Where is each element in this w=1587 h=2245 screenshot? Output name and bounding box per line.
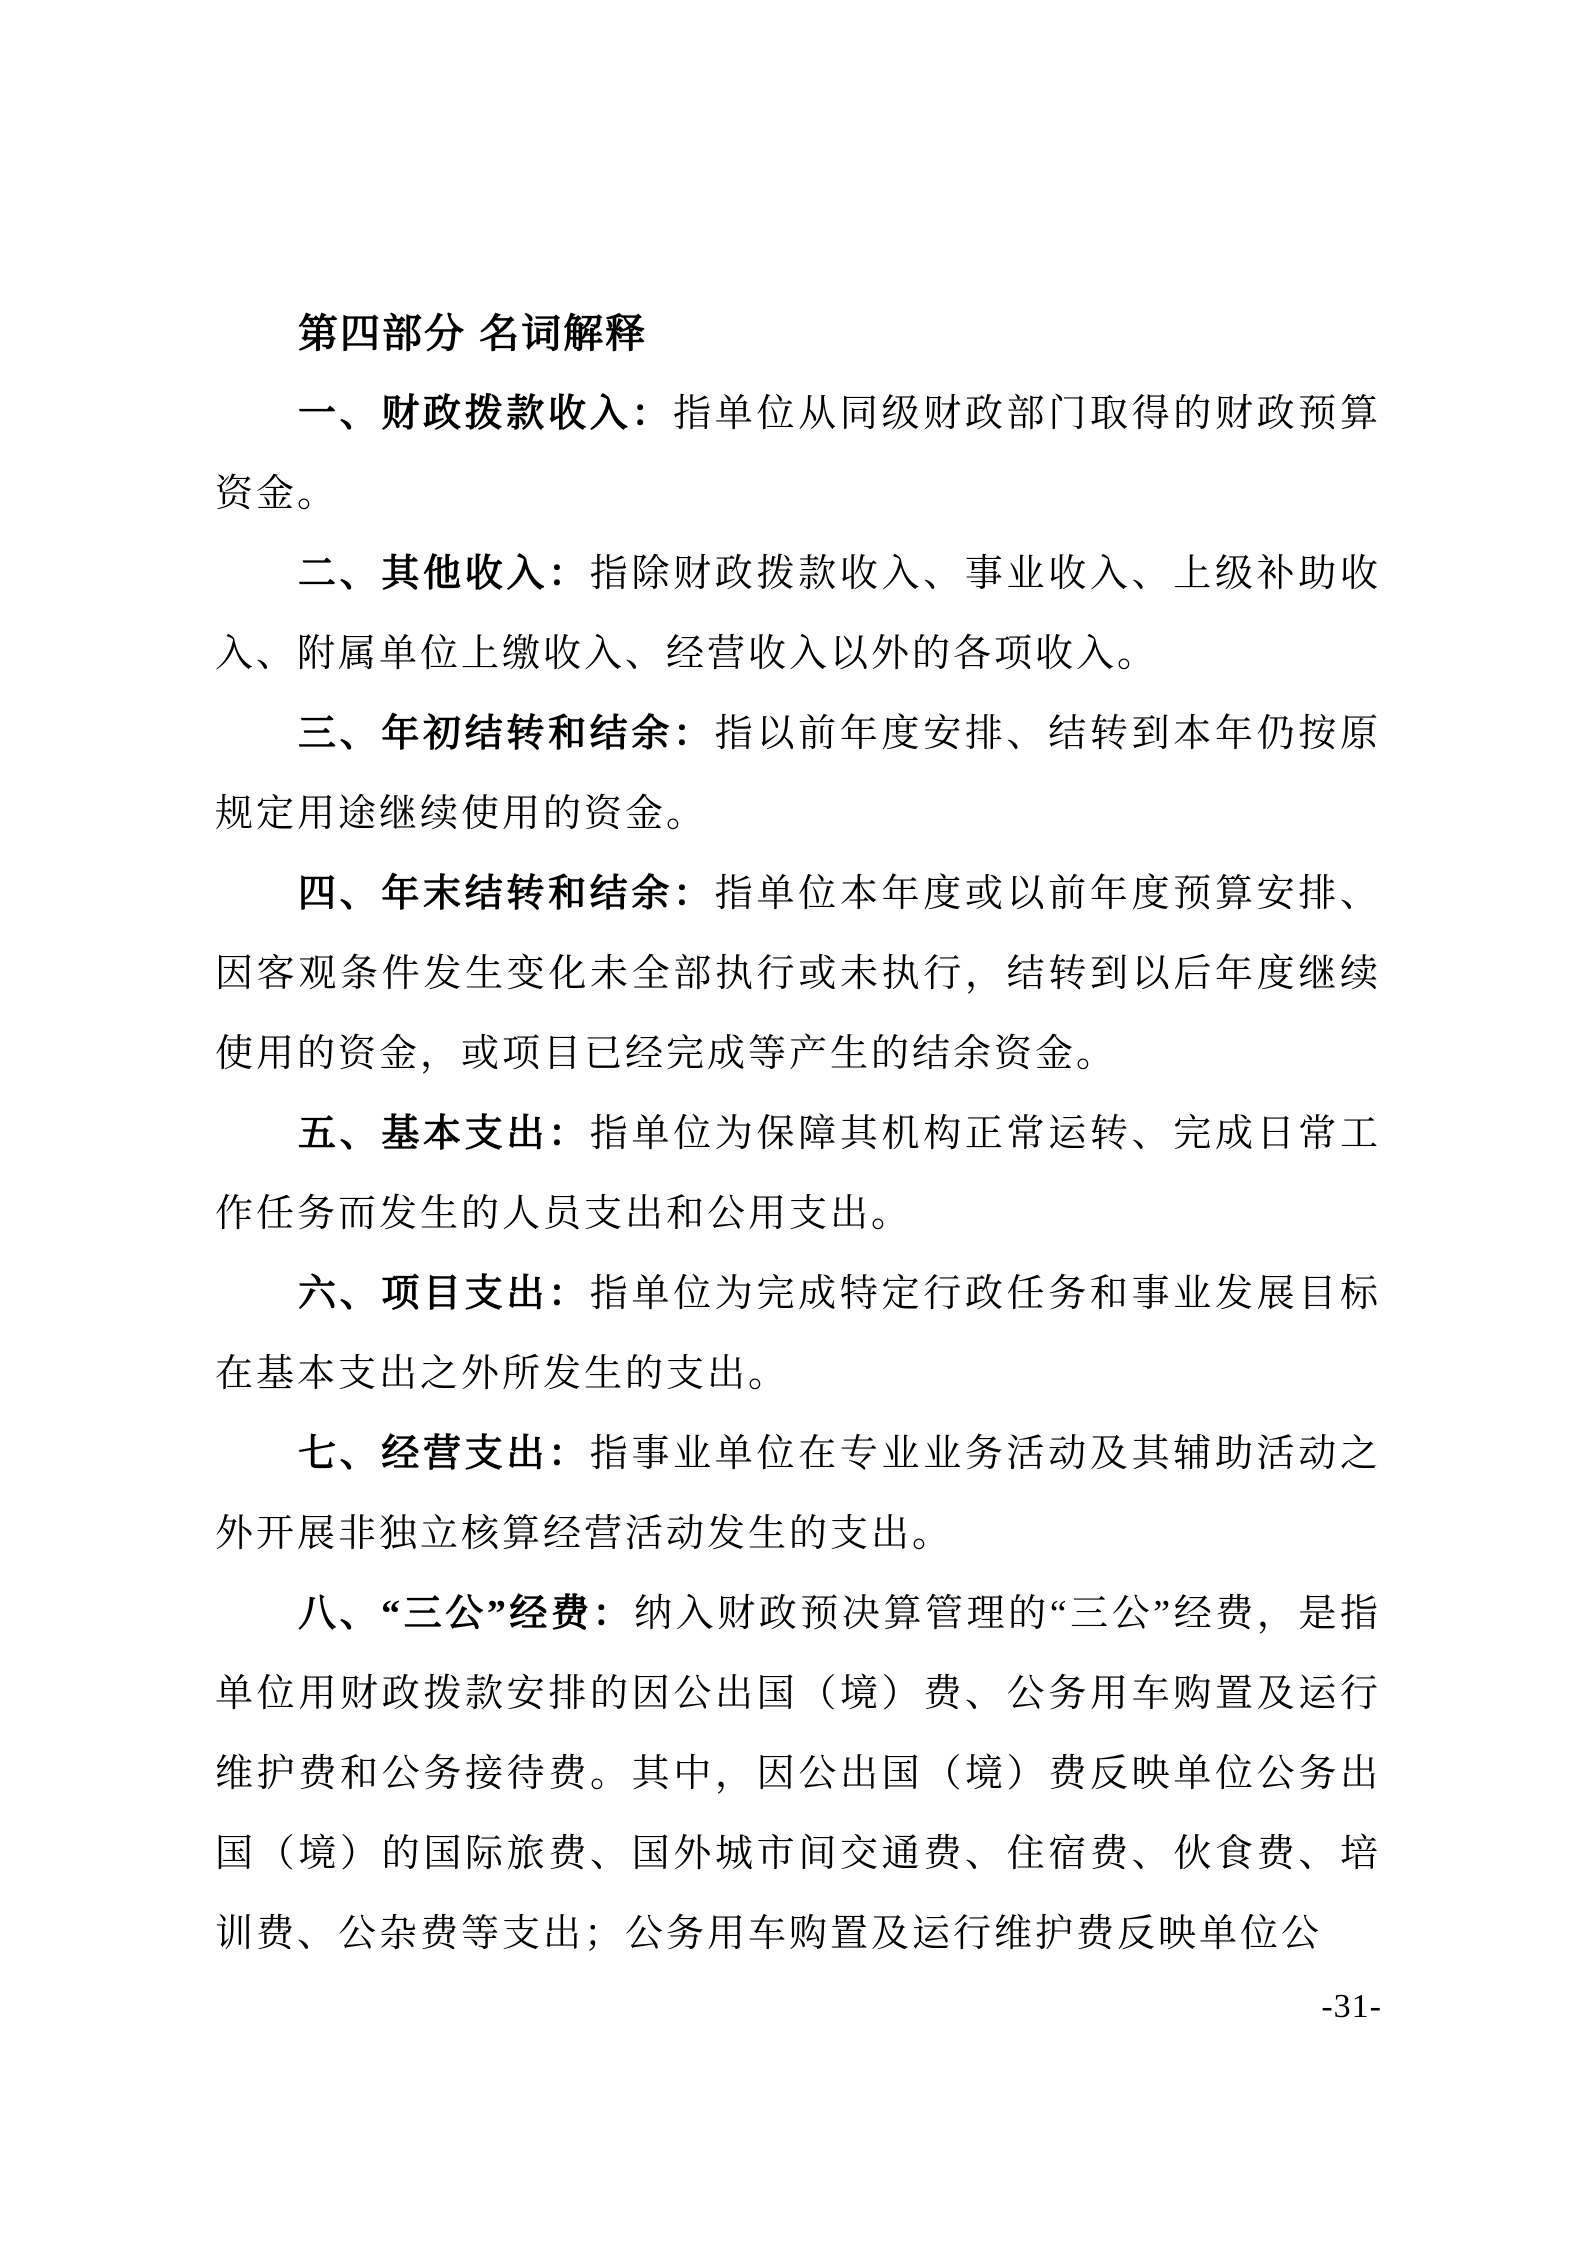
term-label: 七、经营支出： (298, 1433, 590, 1475)
definition-paragraph (215, 1254, 1381, 1414)
definition-paragraph (215, 1094, 1381, 1254)
definition-paragraph (215, 694, 1381, 854)
definition-paragraph (215, 534, 1381, 694)
term-definition: 指单位为完成特定行政任务和事业发展目标在基本支出之外所发生的支出。 (215, 1273, 1381, 1395)
page-content (215, 294, 1381, 1974)
term-label: 一、财政拨款收入： (298, 393, 674, 435)
section-title: 第四部分 名词解释 (298, 312, 648, 356)
definition-paragraph (215, 1414, 1381, 1574)
page-number: -31- (1321, 1988, 1382, 2025)
term-definition: 指单位本年度或以前年度预算安排、因客观条件发生变化未全部执行或未执行，结转到以后年度继续使用的资金，或项目已经完成等产生的结余资金。 (215, 873, 1381, 1075)
definition-paragraph (215, 374, 1381, 534)
term-definition: 指单位从同级财政部门取得的财政预算资金。 (215, 393, 1381, 515)
term-definition: 纳入财政预决算管理的“三公”经费，是指单位用财政拨款安排的因公出国（境）费、公务用车购置及运行维护费和公务接待费。其中，因公出国（境）费反映单位公务出国（境）的国际旅费、国外城市间交通费、住宿费、伙食费、培训费、公杂费等支出；公务用车购置及运行维护费反映单位公 (215, 1593, 1381, 1955)
term-definition: 指单位为保障其机构正常运转、完成日常工作任务而发生的人员支出和公用支出。 (215, 1113, 1381, 1235)
term-label: 八、“三公”经费： (298, 1593, 635, 1635)
term-label: 二、其他收入： (298, 553, 590, 595)
term-label: 三、年初结转和结余： (298, 713, 715, 755)
definition-paragraph (215, 854, 1381, 1094)
definitions-list (215, 374, 1381, 1974)
term-label: 六、项目支出： (298, 1273, 590, 1315)
term-definition: 指以前年度安排、结转到本年仍按原规定用途继续使用的资金。 (215, 713, 1381, 835)
term-definition: 指除财政拨款收入、事业收入、上级补助收入、附属单位上缴收入、经营收入以外的各项收入。 (215, 553, 1381, 675)
definition-paragraph (215, 1574, 1381, 1974)
term-label: 五、基本支出： (298, 1113, 590, 1155)
term-definition: 指事业单位在专业业务活动及其辅助活动之外开展非独立核算经营活动发生的支出。 (215, 1433, 1381, 1555)
term-label: 四、年末结转和结余： (298, 873, 715, 915)
